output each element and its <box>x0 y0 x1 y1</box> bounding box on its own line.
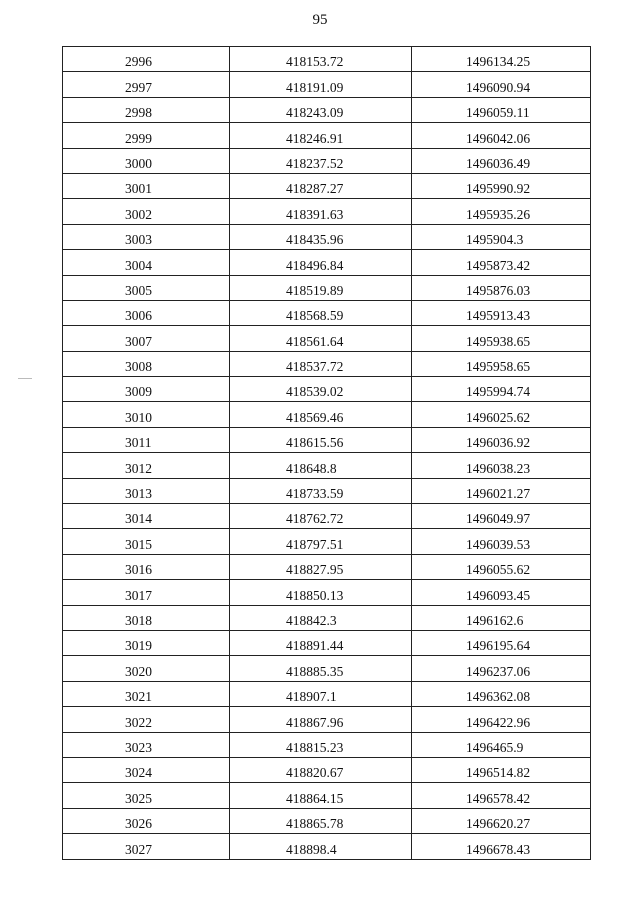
point-number-cell: 3007 <box>63 326 230 351</box>
table-row <box>63 554 591 579</box>
y-coordinate-cell: 1496090.94 <box>412 72 591 97</box>
x-coordinate-cell: 418850.13 <box>230 580 412 605</box>
y-coordinate-cell: 1496620.27 <box>412 808 591 833</box>
x-coordinate-cell: 418842.3 <box>230 605 412 630</box>
point-number-cell: 3003 <box>63 224 230 249</box>
table-row <box>63 732 591 757</box>
y-coordinate-cell: 1496049.97 <box>412 504 591 529</box>
x-coordinate-cell: 418153.72 <box>230 47 412 72</box>
y-coordinate-cell: 1496422.96 <box>412 707 591 732</box>
x-coordinate-cell: 418885.35 <box>230 656 412 681</box>
x-coordinate-cell: 418733.59 <box>230 478 412 503</box>
point-number-cell: 3005 <box>63 275 230 300</box>
table-row <box>63 250 591 275</box>
x-coordinate-cell: 418615.56 <box>230 427 412 452</box>
table-row <box>63 478 591 503</box>
y-coordinate-cell: 1496195.64 <box>412 630 591 655</box>
table-row <box>63 605 591 630</box>
y-coordinate-cell: 1495913.43 <box>412 300 591 325</box>
y-coordinate-cell: 1496162.6 <box>412 605 591 630</box>
x-coordinate-cell: 418820.67 <box>230 757 412 782</box>
point-number-cell: 3008 <box>63 351 230 376</box>
x-coordinate-cell: 418762.72 <box>230 504 412 529</box>
x-coordinate-cell: 418287.27 <box>230 173 412 198</box>
point-number-cell: 3020 <box>63 656 230 681</box>
table-row <box>63 656 591 681</box>
scan-mark <box>18 378 32 379</box>
x-coordinate-cell: 418496.84 <box>230 250 412 275</box>
table-row <box>63 808 591 833</box>
point-number-cell: 2998 <box>63 97 230 122</box>
point-number-cell: 3004 <box>63 250 230 275</box>
page-number: 95 <box>312 12 328 28</box>
y-coordinate-cell: 1496134.25 <box>412 47 591 72</box>
table-row <box>63 377 591 402</box>
point-number-cell: 3021 <box>63 681 230 706</box>
y-coordinate-cell: 1495958.65 <box>412 351 591 376</box>
y-coordinate-cell: 1496036.92 <box>412 427 591 452</box>
x-coordinate-cell: 418864.15 <box>230 783 412 808</box>
table-row <box>63 453 591 478</box>
table-row <box>63 783 591 808</box>
x-coordinate-cell: 418865.78 <box>230 808 412 833</box>
y-coordinate-cell: 1495994.74 <box>412 377 591 402</box>
table-row <box>63 97 591 122</box>
point-number-cell: 3014 <box>63 504 230 529</box>
table-row <box>63 275 591 300</box>
y-coordinate-cell: 1496025.62 <box>412 402 591 427</box>
y-coordinate-cell: 1496059.11 <box>412 97 591 122</box>
point-number-cell: 3022 <box>63 707 230 732</box>
x-coordinate-cell: 418867.96 <box>230 707 412 732</box>
x-coordinate-cell: 418648.8 <box>230 453 412 478</box>
point-number-cell: 3006 <box>63 300 230 325</box>
point-number-cell: 3027 <box>63 834 230 859</box>
point-number-cell: 2996 <box>63 47 230 72</box>
x-coordinate-cell: 418237.52 <box>230 148 412 173</box>
y-coordinate-cell: 1496514.82 <box>412 757 591 782</box>
point-number-cell: 3002 <box>63 199 230 224</box>
point-number-cell: 2999 <box>63 123 230 148</box>
y-coordinate-cell: 1495990.92 <box>412 173 591 198</box>
x-coordinate-cell: 418537.72 <box>230 351 412 376</box>
x-coordinate-cell: 418539.02 <box>230 377 412 402</box>
point-number-cell: 3025 <box>63 783 230 808</box>
point-number-cell: 3018 <box>63 605 230 630</box>
table-row <box>63 300 591 325</box>
point-number-cell: 3009 <box>63 377 230 402</box>
point-number-cell: 3013 <box>63 478 230 503</box>
point-number-cell: 3010 <box>63 402 230 427</box>
coordinates-table <box>62 46 591 860</box>
x-coordinate-cell: 418435.96 <box>230 224 412 249</box>
y-coordinate-cell: 1496055.62 <box>412 554 591 579</box>
table-row <box>63 504 591 529</box>
y-coordinate-cell: 1496362.08 <box>412 681 591 706</box>
y-coordinate-cell: 1496036.49 <box>412 148 591 173</box>
table-row <box>63 148 591 173</box>
x-coordinate-cell: 418243.09 <box>230 97 412 122</box>
table-row <box>63 707 591 732</box>
table-row <box>63 834 591 859</box>
table-row <box>63 72 591 97</box>
y-coordinate-cell: 1496038.23 <box>412 453 591 478</box>
x-coordinate-cell: 418246.91 <box>230 123 412 148</box>
y-coordinate-cell: 1495935.26 <box>412 199 591 224</box>
point-number-cell: 3001 <box>63 173 230 198</box>
table-row <box>63 351 591 376</box>
point-number-cell: 3017 <box>63 580 230 605</box>
y-coordinate-cell: 1496093.45 <box>412 580 591 605</box>
point-number-cell: 3012 <box>63 453 230 478</box>
x-coordinate-cell: 418568.59 <box>230 300 412 325</box>
x-coordinate-cell: 418391.63 <box>230 199 412 224</box>
x-coordinate-cell: 418191.09 <box>230 72 412 97</box>
table-row <box>63 173 591 198</box>
point-number-cell: 3024 <box>63 757 230 782</box>
x-coordinate-cell: 418519.89 <box>230 275 412 300</box>
table-row <box>63 529 591 554</box>
table-row <box>63 199 591 224</box>
point-number-cell: 3026 <box>63 808 230 833</box>
x-coordinate-cell: 418561.64 <box>230 326 412 351</box>
table-row <box>63 326 591 351</box>
point-number-cell: 3011 <box>63 427 230 452</box>
x-coordinate-cell: 418797.51 <box>230 529 412 554</box>
y-coordinate-cell: 1496578.42 <box>412 783 591 808</box>
y-coordinate-cell: 1495904.3 <box>412 224 591 249</box>
table-row <box>63 402 591 427</box>
x-coordinate-cell: 418815.23 <box>230 732 412 757</box>
point-number-cell: 3016 <box>63 554 230 579</box>
y-coordinate-cell: 1496465.9 <box>412 732 591 757</box>
point-number-cell: 3023 <box>63 732 230 757</box>
table-row <box>63 224 591 249</box>
y-coordinate-cell: 1496678.43 <box>412 834 591 859</box>
point-number-cell: 3000 <box>63 148 230 173</box>
table-row <box>63 757 591 782</box>
y-coordinate-cell: 1496021.27 <box>412 478 591 503</box>
x-coordinate-cell: 418569.46 <box>230 402 412 427</box>
y-coordinate-cell: 1495876.03 <box>412 275 591 300</box>
x-coordinate-cell: 418898.4 <box>230 834 412 859</box>
coordinates-table-body <box>63 47 591 860</box>
y-coordinate-cell: 1496039.53 <box>412 529 591 554</box>
point-number-cell: 3019 <box>63 630 230 655</box>
x-coordinate-cell: 418907.1 <box>230 681 412 706</box>
table-row <box>63 47 591 72</box>
table-row <box>63 681 591 706</box>
table-row <box>63 123 591 148</box>
y-coordinate-cell: 1496042.06 <box>412 123 591 148</box>
x-coordinate-cell: 418891.44 <box>230 630 412 655</box>
point-number-cell: 2997 <box>63 72 230 97</box>
table-row <box>63 427 591 452</box>
point-number-cell: 3015 <box>63 529 230 554</box>
table-row <box>63 580 591 605</box>
x-coordinate-cell: 418827.95 <box>230 554 412 579</box>
y-coordinate-cell: 1496237.06 <box>412 656 591 681</box>
y-coordinate-cell: 1495873.42 <box>412 250 591 275</box>
table-row <box>63 630 591 655</box>
y-coordinate-cell: 1495938.65 <box>412 326 591 351</box>
